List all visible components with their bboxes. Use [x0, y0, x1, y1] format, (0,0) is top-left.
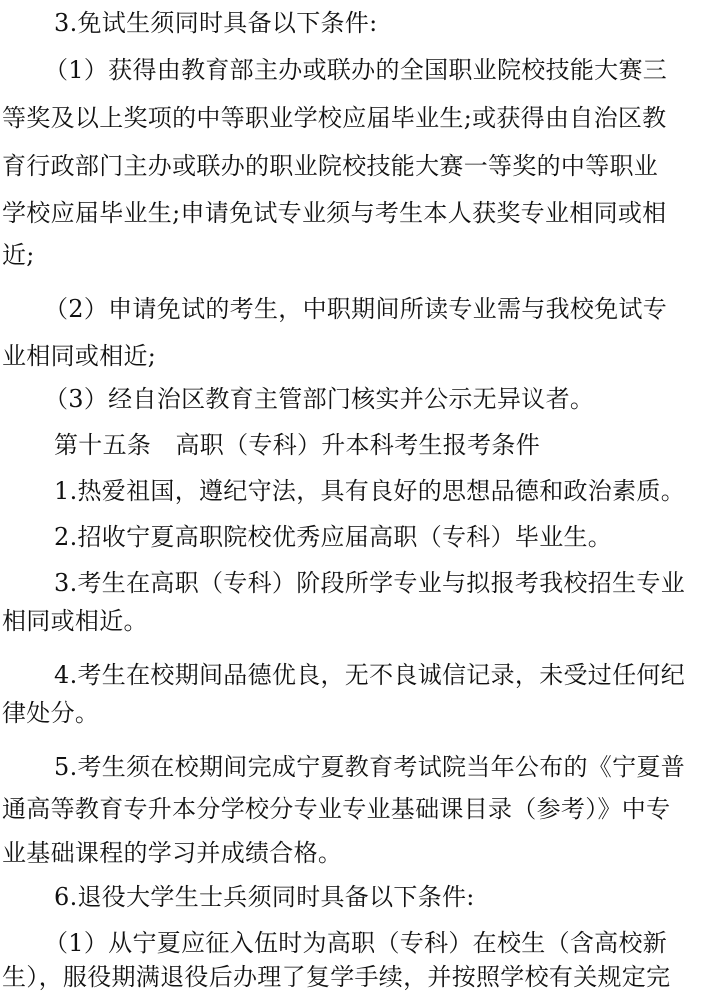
text-line: 2.招收宁夏高职院校优秀应届高职（专科）毕业生。 [54, 523, 613, 551]
text-line: 律处分。 [2, 699, 100, 727]
text-line: （3）经自治区教育主管部门核实并公示无异议者。 [44, 385, 595, 413]
text-line: 6.退役大学生士兵须同时具备以下条件: [54, 883, 475, 911]
text-line: 相同或相近。 [2, 607, 148, 635]
text-line: 业相同或相近; [2, 342, 157, 370]
text-line: （1）从宁夏应征入伍时为高职（专科）在校生（含高校新 [44, 929, 668, 957]
text-line: （2）申请免试的考生，中职期间所读专业需与我校免试专 [44, 295, 668, 323]
text-line: 学校应届毕业生;申请免试专业须与考生本人获奖专业相同或相 [2, 199, 667, 227]
text-line: 通高等教育专升本分学校分专业专业基础课目录（参考）》中专 [2, 795, 671, 823]
text-line: （1）获得由教育部主办或联办的全国职业院校技能大赛三 [44, 56, 668, 84]
text-line: 3.考生在高职（专科）阶段所学专业与拟报考我校招生专业 [54, 569, 685, 597]
text-line: 等奖及以上奖项的中等职业学校应届毕业生;或获得由自治区教 [2, 104, 667, 132]
text-line: 3.免试生须同时具备以下条件: [54, 9, 378, 37]
text-line: 生），服役期满退役后办理了复学手续，并按照学校有关规定完 [2, 963, 671, 991]
section-heading: 第十五条 高职（专科）升本科考生报考条件 [54, 431, 540, 459]
text-line: 5.考生须在校期间完成宁夏教育考试院当年公布的《宁夏普 [54, 753, 685, 781]
text-line: 育行政部门主办或联办的职业院校技能大赛一等奖的中等职业 [2, 152, 659, 180]
text-line: 业基础课程的学习并成绩合格。 [2, 839, 343, 867]
text-line: 近; [2, 241, 35, 269]
text-line: 4.考生在校期间品德优良，无不良诚信记录，未受过任何纪 [54, 661, 685, 689]
text-line: 1.热爱祖国，遵纪守法，具有良好的思想品德和政治素质。 [54, 477, 685, 505]
